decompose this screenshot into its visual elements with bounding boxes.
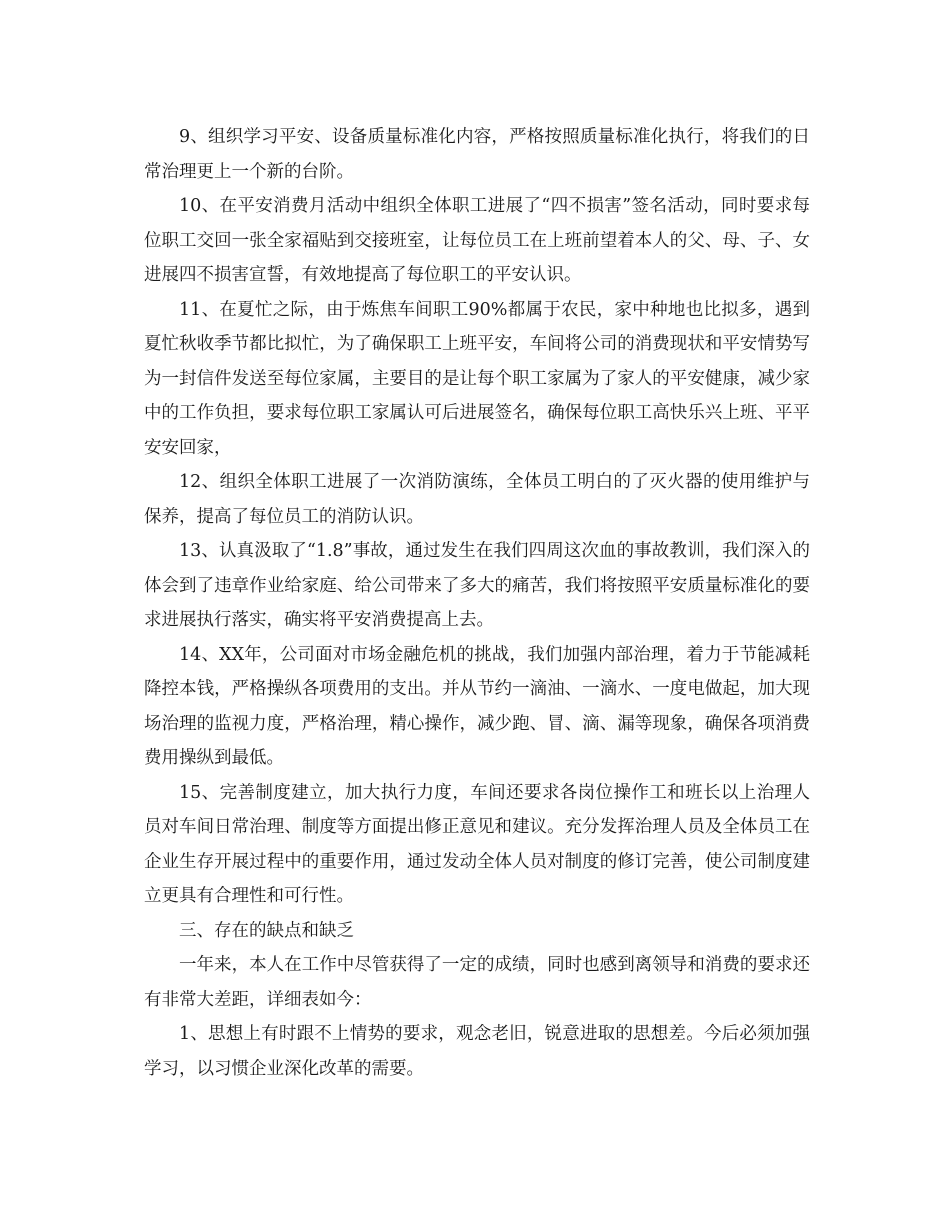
paragraph-item-12: 12、组织全体职工进展了一次消防演练，全体员工明白的了灭火器的使用维护与保养，提高了每位员工的消防认识。 — [144, 472, 810, 527]
paragraph-summary: 一年来，本人在工作中尽管获得了一定的成绩，同时也感到离领导和消费的要求还有非常大差距，详细表如今： — [144, 955, 810, 1010]
paragraph-item-15: 15、完善制度建立，加大执行力度，车间还要求各岗位操作工和班长以上治理人员对车间日常治理、制度等方面提出修正意见和建议。充分发挥治理人员及全体员工在企业生存开展过程中的重要作用，通过发动全体人员对制度的修订完善，使公司制度建立更具有合理性和可行性。 — [144, 782, 810, 906]
paragraph-item-9: 9、组织学习平安、设备质量标准化内容，严格按照质量标准化执行，将我们的日常治理更上一个新的台阶。 — [144, 127, 810, 182]
paragraph-item-11: 11、在夏忙之际，由于炼焦车间职工90%都属于农民，家中种地也比拟多，遇到夏忙秋收季节都比拟忙，为了确保职工上班平安，车间将公司的消费现状和平安情势写为一封信件发送至每位家属，主要目的是让每个职工家属为了家人的平安健康，减少家中的工作负担，要求每位职工家属认可后进展签名，确保每位职工高快乐兴上班、平平安安回家， — [144, 299, 810, 458]
document-body — [144, 120, 810, 1086]
paragraph-item-14: 14、XX年，公司面对市场金融危机的挑战，我们加强内部治理，着力于节能减耗降控本钱，严格操纵各项费用的支出。并从节约一滴油、一滴水、一度电做起，加大现场治理的监视力度，严格治理，精心操作，减少跑、冒、滴、漏等现象，确保各项消费费用操纵到最低。 — [144, 644, 810, 768]
paragraph-item-10: 10、在平安消费月活动中组织全体职工进展了“四不损害”签名活动，同时要求每位职工交回一张全家福贴到交接班室，让每位员工在上班前望着本人的父、母、子、女进展四不损害宣誓，有效地提高了每位职工的平安认识。 — [144, 196, 810, 285]
paragraph-shortcoming-1: 1、思想上有时跟不上情势的要求，观念老旧，锐意进取的思想差。今后必须加强学习，以习惯企业深化改革的需要。 — [144, 1024, 810, 1079]
section-heading-shortcomings: 三、存在的缺点和缺乏 — [179, 920, 354, 941]
paragraph-item-13: 13、认真汲取了“1.8”事故，通过发生在我们四周这次血的事故教训，我们深入的体会到了违章作业给家庭、给公司带来了多大的痛苦，我们将按照平安质量标准化的要求进展执行落实，确实将平安消费提高上去。 — [144, 541, 810, 630]
